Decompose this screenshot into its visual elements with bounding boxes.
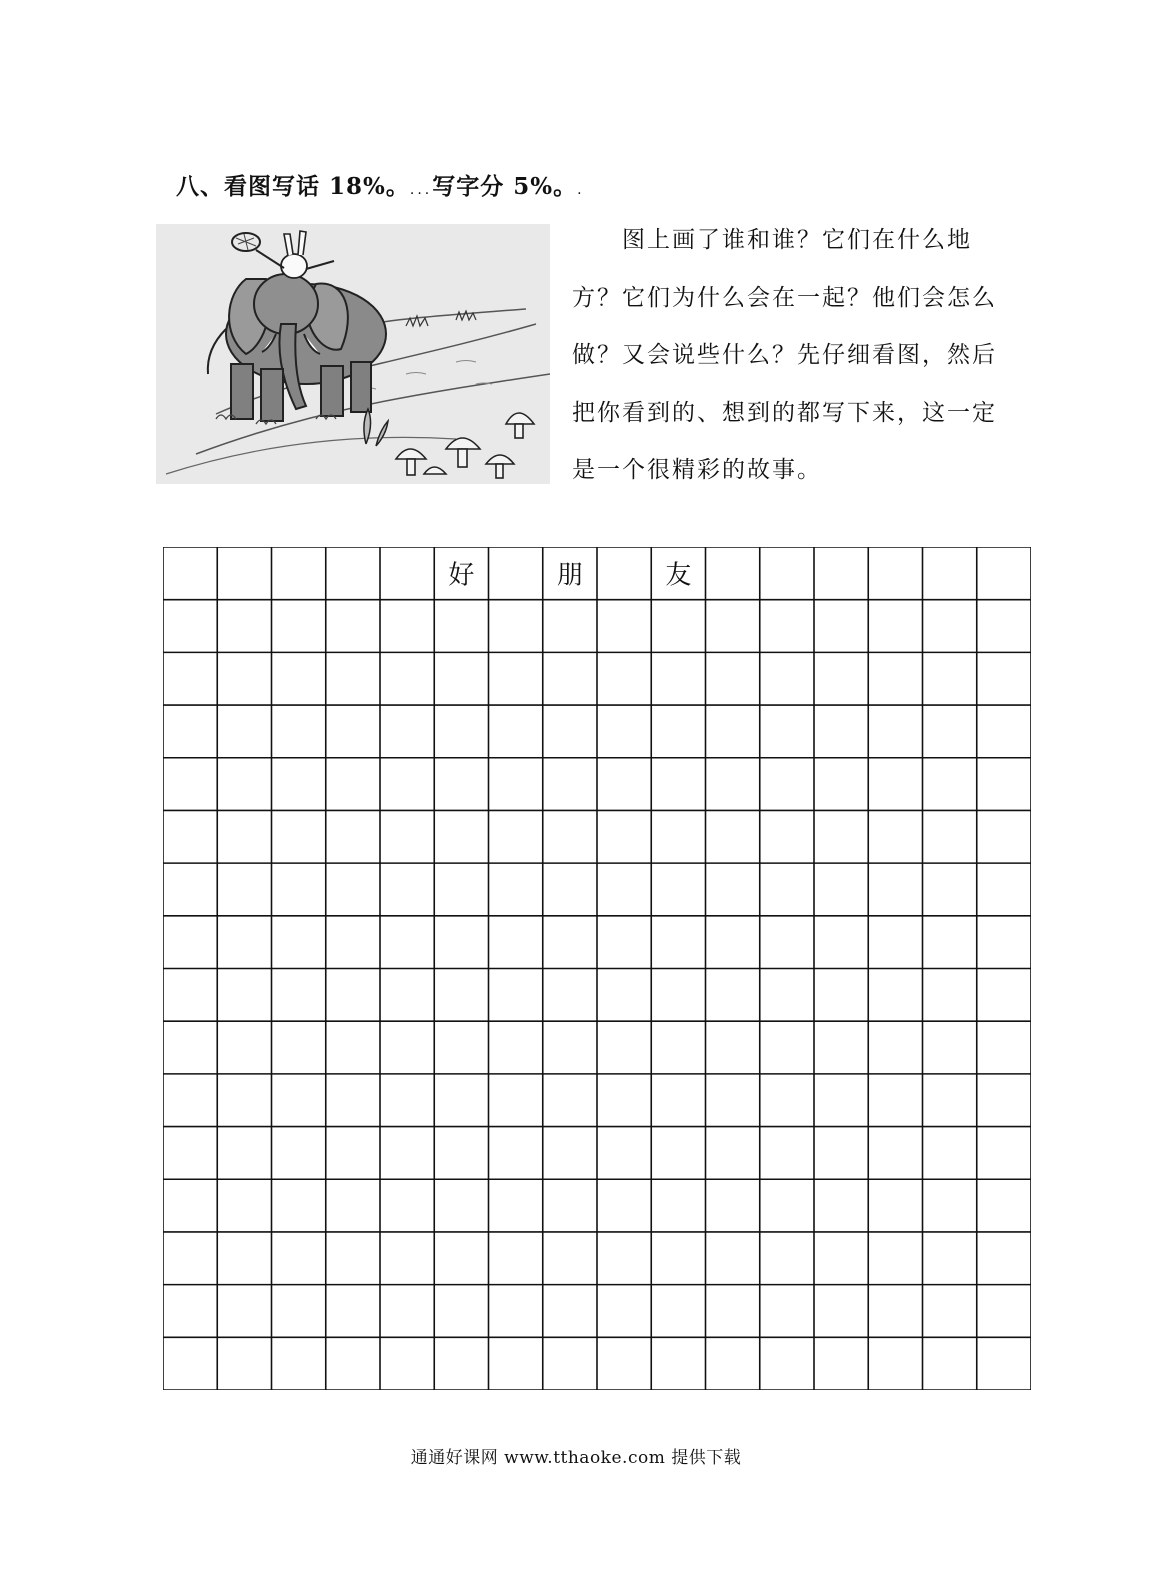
section-subtitle: 写字分 5%。 [432,173,578,200]
footer-credit: 通通好课网 www.tthaoke.com 提供下载 [410,1448,742,1468]
prompt-line: 图上画了谁和谁？它们在什么地 [572,227,972,253]
writing-prompt [572,212,1000,500]
writing-grid[interactable] [163,547,1031,1390]
prompt-line: 把你看到的、想到的都写下来，这一定 [572,399,997,426]
elephant-rabbit-illustration [156,224,550,484]
heading-dots: ... [409,182,433,198]
heading-trailing-dot: . [577,182,585,198]
prompt-line: 方？它们为什么会在一起？他们会怎么 [572,284,997,311]
grid-title-char: 友 [665,560,692,591]
grid-title-char: 好 [448,560,475,591]
section-title: 八、看图写话 18%。 [176,173,410,200]
section-heading [176,168,585,201]
grid-title-char: 朋 [556,560,583,591]
prompt-line: 做？又会说些什么？先仔细看图，然后 [572,342,997,368]
prompt-line: 是一个很精彩的故事。 [572,457,822,483]
